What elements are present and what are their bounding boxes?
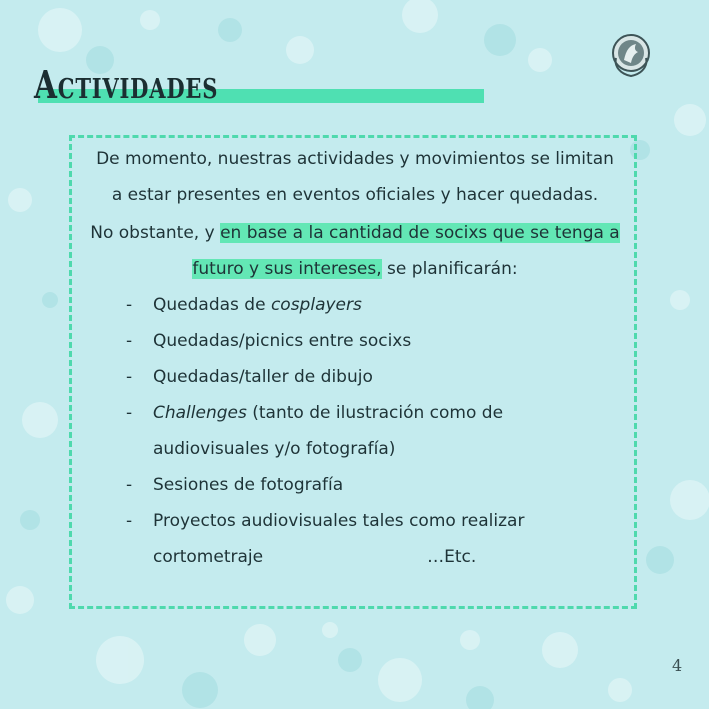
page-number: 4 (672, 656, 683, 675)
activities-list (90, 287, 620, 575)
list-item: - Challenges (tanto de ilustración como de audiovisuales y/o fotografía) (126, 403, 504, 459)
list-item: - Sesiones de fotografía (126, 475, 344, 495)
list-item: - Quedadas de cosplayers (126, 295, 362, 315)
list-item: - Quedadas/picnics entre socixs (126, 331, 412, 351)
content-body (90, 141, 620, 575)
dragon-emblem-icon (608, 30, 654, 80)
plan-tail: se planificarán: (381, 259, 518, 279)
etc-text: …Etc. (427, 547, 477, 567)
list-item: - Proyectos audiovisuales tales como realizar cortometraje …Etc. (90, 503, 620, 575)
plan-paragraph (90, 215, 620, 287)
plan-lead: No obstante, y (90, 223, 221, 243)
intro-paragraph: De momento, nuestras actividades y movimientos se limitan a estar presentes en eventos oficiales y hacer quedadas. (96, 149, 614, 205)
highlighted-text: en base a la cantidad de socixs que se tenga a futuro y sus intereses, (192, 223, 620, 279)
list-item: - Quedadas/taller de dibujo (126, 367, 373, 387)
page-title: Actividades (34, 62, 219, 107)
